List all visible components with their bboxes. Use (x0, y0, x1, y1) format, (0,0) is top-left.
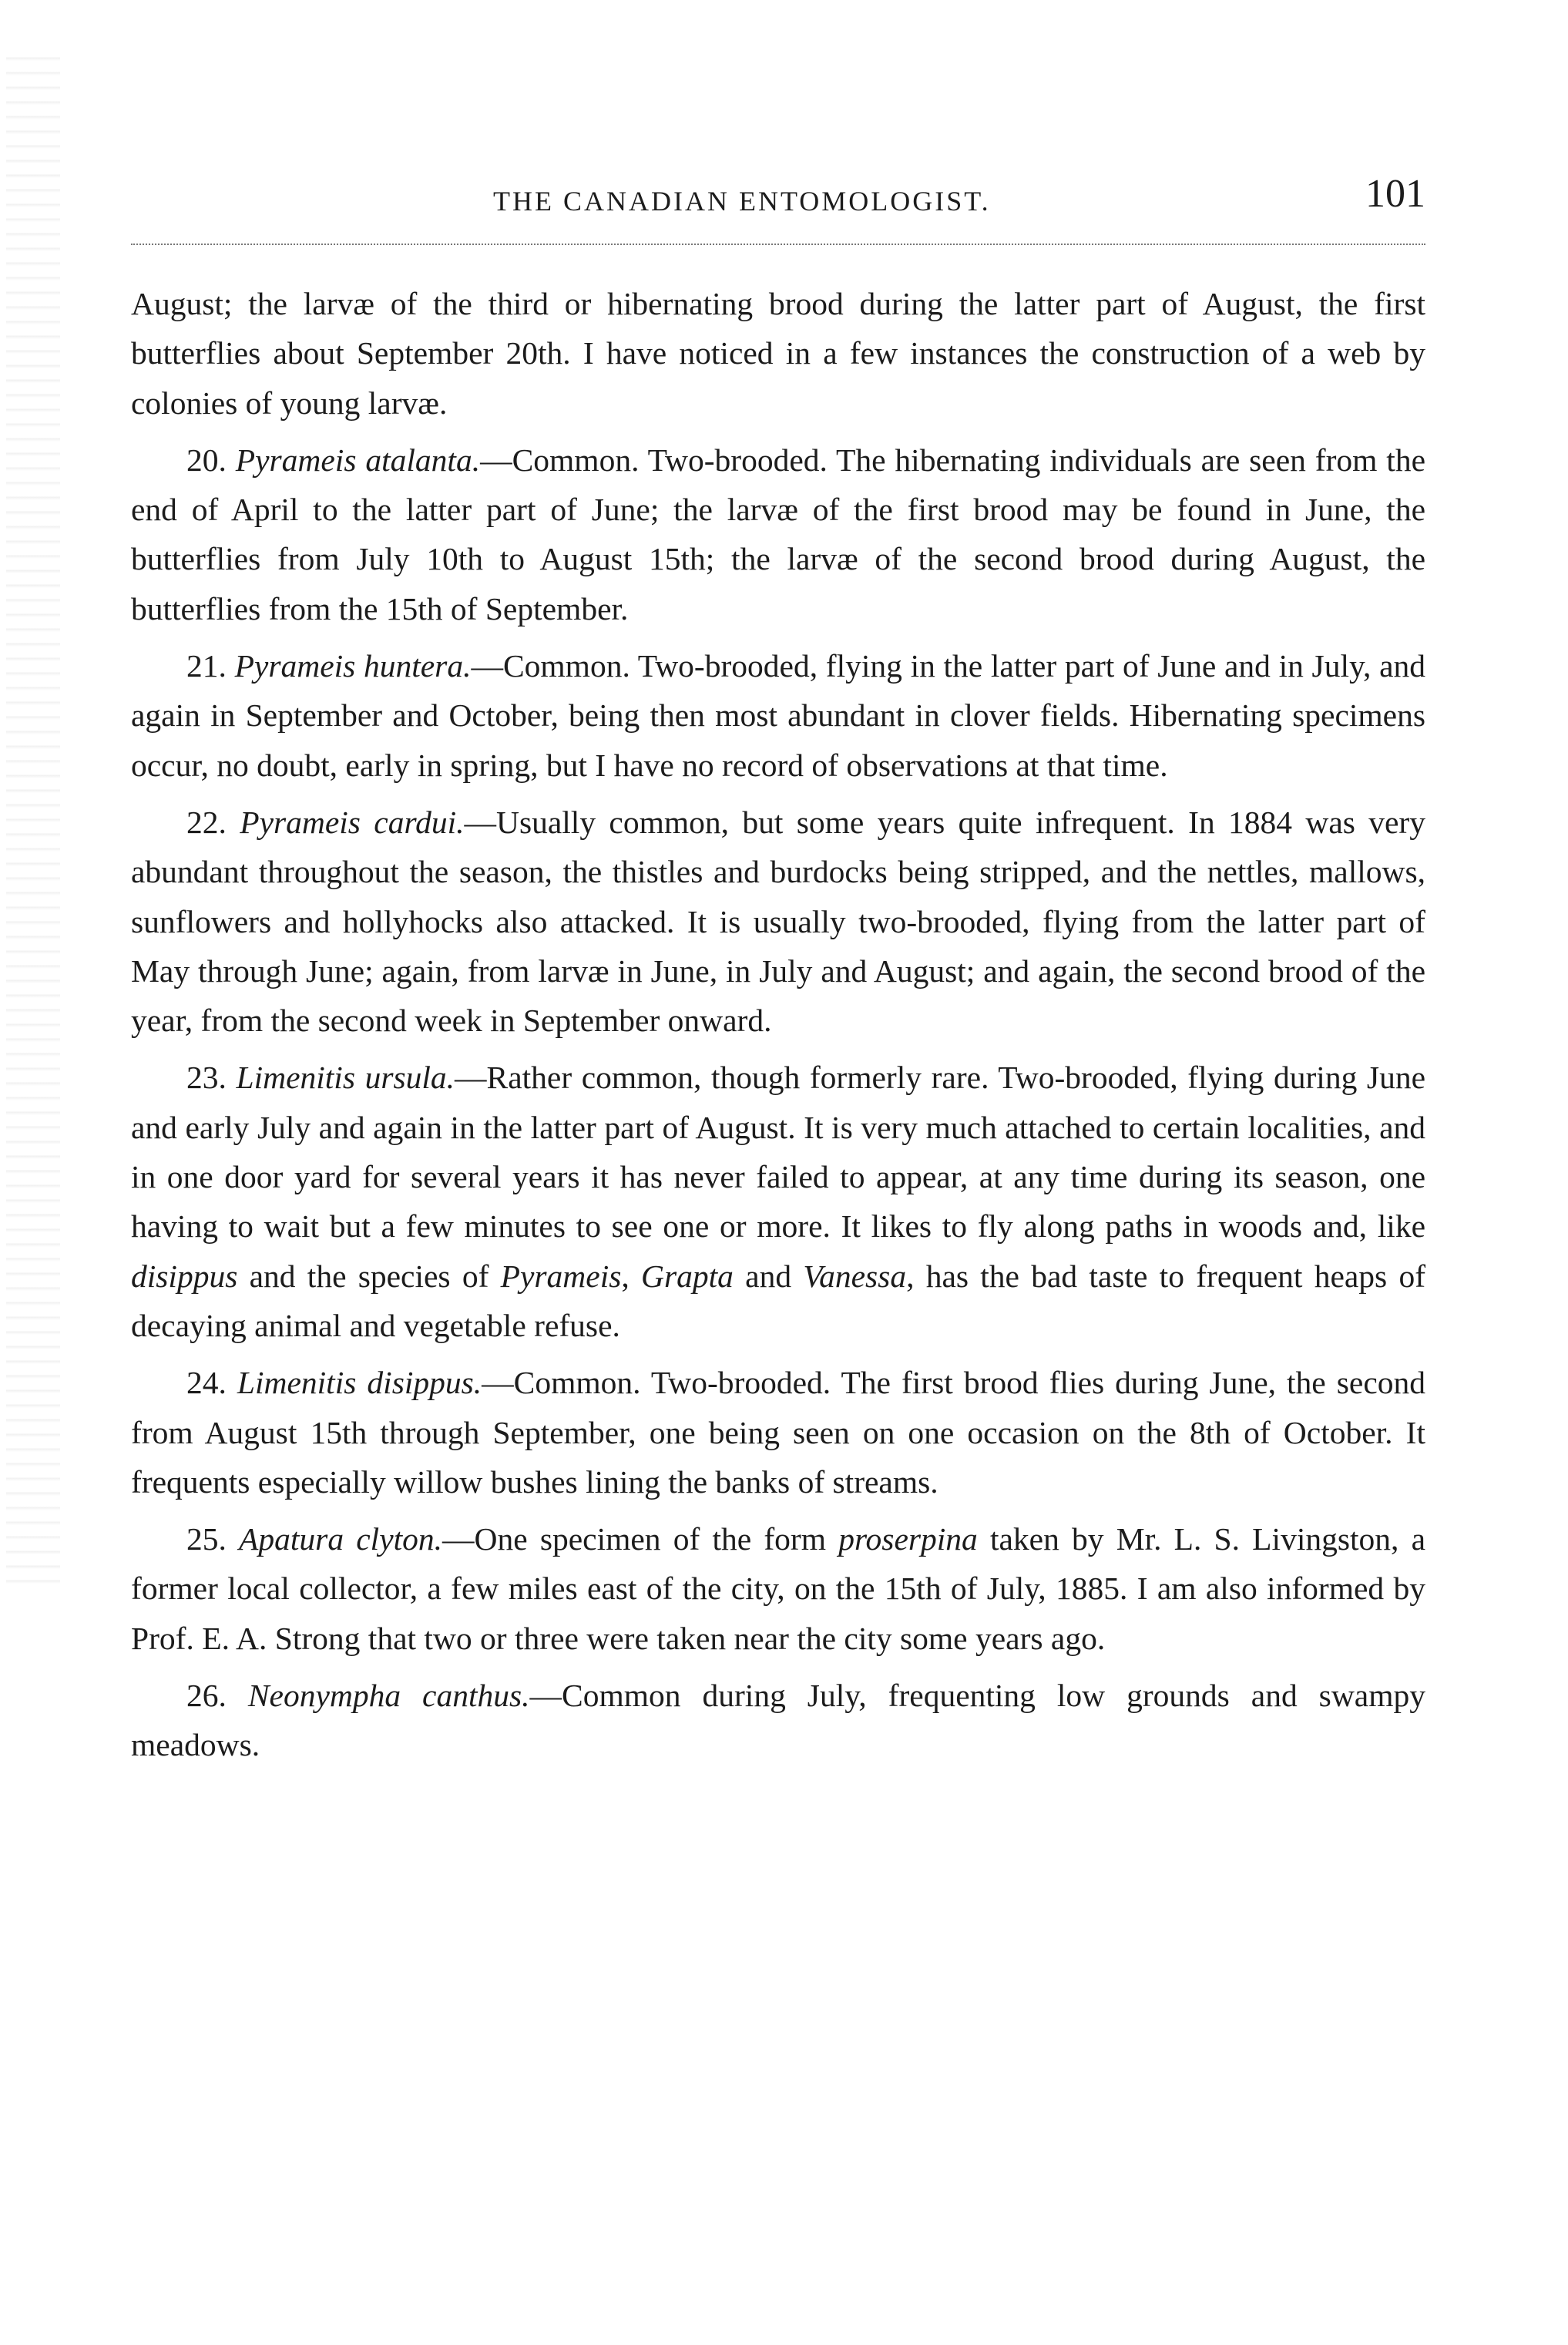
species-number: 25. (186, 1521, 227, 1557)
taxon-italic: proserpina (838, 1521, 978, 1557)
species-name: Limenitis disippus. (237, 1365, 482, 1401)
species-text: —Usually common, but some years quite infrequent. In 1884 was very abundant throughout the season, the thistles and burdocks being stripped, and the nettles, mallows, sunflowers and hollyhocks also attacked. It is usually two-brooded, flying from the latter part of May through June; again, from larvæ in June, in July and August; and again, the second brood of the year, from the second week in September onward. (131, 804, 1425, 1039)
species-text: —Common during July, frequenting low grounds and swampy meadows. (131, 1678, 1425, 1763)
species-number: 24. (186, 1365, 227, 1401)
species-name: Pyrameis atalanta. (235, 442, 481, 478)
species-text: taken by Mr. L. S. Livingston, a former local collector, a few miles east of the city, on the 15th of July, 1885. I am also informed by Prof. E. A. Strong that two or three were taken near the city some years ago. (131, 1521, 1425, 1656)
taxon-italic: Pyrameis (500, 1258, 622, 1294)
species-text: —Common. Two-brooded, flying in the latter part of June and in July, and again in September and October, being then most abundant in clover fields. Hibernating specimens occur, no doubt, early in spring, but I have no record of observations at that time. (131, 648, 1425, 783)
species-name: Neonympha canthus. (247, 1678, 530, 1714)
paragraph-species-20 (131, 435, 1425, 633)
taxon-italic: disippus (131, 1258, 238, 1294)
species-number: 21. (186, 648, 227, 684)
paragraph-species-26 (131, 1671, 1425, 1770)
paragraph-species-22 (131, 798, 1425, 1045)
taxon-italic: Grapta (641, 1258, 734, 1294)
species-text: —One specimen of the form (442, 1521, 839, 1557)
species-number: 20. (186, 442, 227, 478)
page-header (131, 171, 1425, 225)
species-text: , (621, 1258, 642, 1294)
species-text: —Rather common, though formerly rare. Two-brooded, flying during June and early July and again in the latter part of August. It is very much attached to certain localities, and in one door yard for several years it has never failed to appear, at any time during its season, one having to wait but a few minutes to see one or more. It likes to fly along paths in woods and, like (131, 1060, 1425, 1245)
species-name: Limenitis ursula. (236, 1060, 455, 1096)
taxon-italic: Vanessa (803, 1258, 907, 1294)
species-name: Apatura clyton. (239, 1521, 443, 1557)
journal-page (131, 171, 1425, 1778)
species-text: and (733, 1258, 804, 1294)
paragraph-continuation (131, 279, 1425, 428)
species-text: and the species of (237, 1258, 501, 1294)
paragraph-species-24 (131, 1358, 1425, 1507)
paragraph-species-21 (131, 641, 1425, 790)
article-body (131, 279, 1425, 1770)
species-name: Pyrameis huntera. (234, 648, 472, 684)
paragraph-species-25 (131, 1514, 1425, 1663)
species-text: —Common. Two-brooded. The hibernating individuals are seen from the end of April to the latter part of June; the larvæ of the first brood may be found in June, the butterflies from July 10th to August 15th; the larvæ of the second brood during August, the butterflies from the 15th of September. (131, 442, 1425, 627)
species-number: 26. (186, 1678, 227, 1714)
species-text: —Common. Two-brooded. The first brood flies during June, the second from August 15th through September, one being seen on one occasion on the 8th of October. It frequents especially willow bushes lining the banks of streams. (131, 1365, 1425, 1500)
paragraph-species-23 (131, 1053, 1425, 1350)
page-number: 101 (1365, 172, 1425, 216)
species-number: 22. (186, 804, 227, 840)
header-rule (131, 244, 1425, 245)
species-text: , has the bad taste to frequent heaps of decaying animal and vegetable refuse. (131, 1258, 1426, 1343)
running-title: THE CANADIAN ENTOMOLOGIST. (493, 186, 991, 217)
species-number: 23. (186, 1060, 227, 1096)
paragraph-text: August; the larvæ of the third or hibernating brood during the latter part of August, the first butterflies about September 20th. I have noticed in a few instances the construction of a web by colonies of young larvæ. (131, 286, 1425, 421)
species-name: Pyrameis cardui. (240, 804, 465, 840)
scan-margin-artifact (6, 46, 60, 1587)
